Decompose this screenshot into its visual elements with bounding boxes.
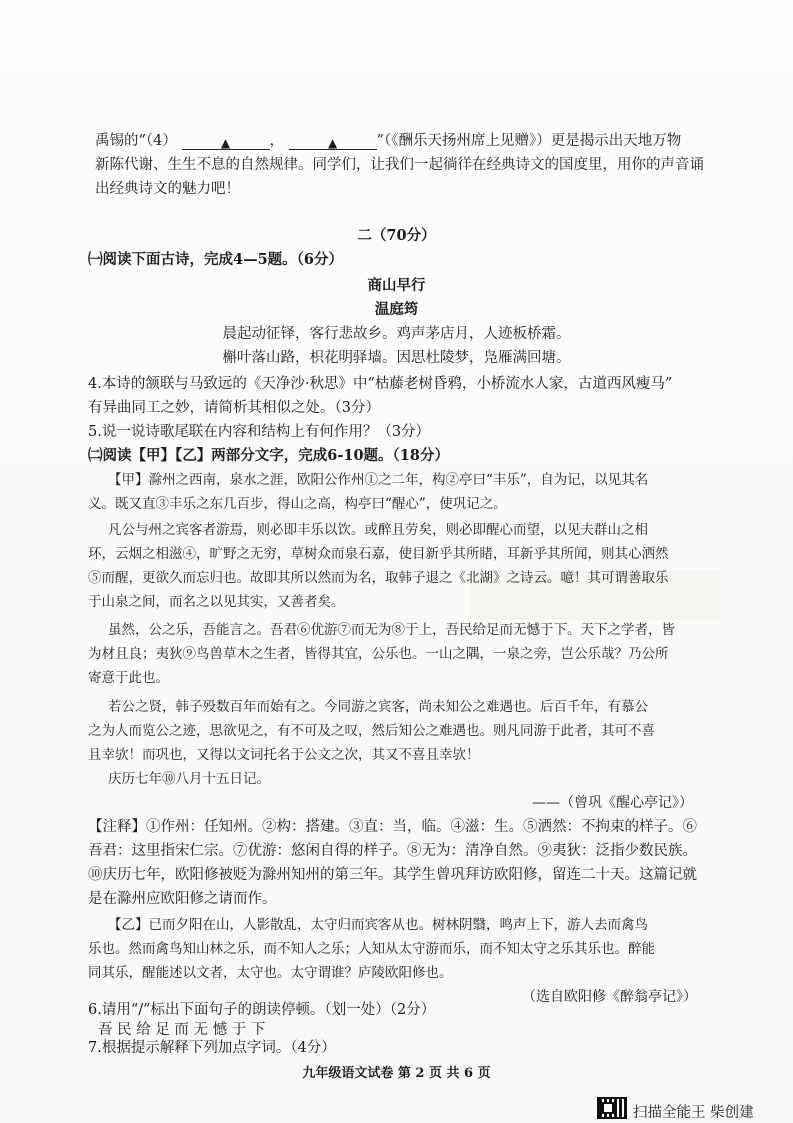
poem-author: 温庭筠 [374,301,419,318]
part2-intro: ㈡阅读【甲】【乙】两部分文字，完成6-10题。（18分） [88,447,449,464]
question-6-sentence: 吾 民 给 足 而 无 憾 于 下 [98,1022,266,1038]
question-4-line-2: 有异曲同工之妙，请简析其相似之处。（3分） [88,400,380,416]
jia-line-10: 若公之贤，韩子殁数百年而始有之。今同游之宾客，尚未知公之难遇也。后百千年，有慕公 [108,699,648,715]
yi-line-1: 【乙】已而夕阳在山，人影散乱，太守归而宾客从也。树林阴翳，鸣声上下，游人去而禽鸟 [108,917,648,933]
answer-blank-2: ▲ [289,133,377,150]
yi-line-2: 乐也。然而禽鸟知山林之乐，而不知人之乐；人知从太守游而乐，而不知太守之乐其乐也。醉能 [88,941,655,957]
jia-line-7: 虽然，公之乐，吾能言之。吾君⑥优游⑦而无为⑧于上，吾民给足而无憾于下。天下之学者，皆 [108,622,675,638]
qr-code-icon [597,1097,627,1119]
notes-line-1: 【注释】①作州：任知州。②构：搭建。③直：当，临。④滋：生。⑤洒然：不拘束的样子。⑥ [88,819,697,835]
jia-source: ——（曾巩《醒心亭记》） [532,795,693,811]
jia-line-6: 于山泉之间，而名之以见其实，又善者矣。 [88,594,345,610]
top-line-1-comma: ， [269,133,284,149]
yi-line-3: 同其乐，醒能述以文者，太守也。太守谓谁？庐陵欧阳修也。 [88,965,453,981]
answer-blank-1: ▲ [182,133,270,150]
section-title: 二（70分） [357,227,436,244]
question-4-line-1: 4.本诗的颔联与马致远的《天净沙·秋思》中“枯藤老树昏鸦，小桥流水人家，古道西风瘦马” [88,376,673,392]
jia-line-1: 【甲】滁州之西南，泉水之涯，欧阳公作州①之二年，构②亭曰“丰乐”，自为记，以见其名 [108,472,649,488]
part1-intro: ㈠阅读下面古诗，完成4—5题。（6分） [88,251,344,268]
jia-line-12: 且幸欤！而巩也，又得以文词托名于公文之次，其又不喜且幸欤！ [88,747,480,763]
jia-line-3: 凡公与州之宾客者游焉，则必即丰乐以饮。或醉且劳矣，则必即醒心而望，以见夫群山之相 [108,522,648,538]
poem-title: 商山早行 [367,277,426,294]
yi-source: （选自欧阳修《醉翁亭记》） [522,989,697,1005]
jia-line-11: 之为人而览公之迹，思欲见之，有不可及之叹，然后知公之难遇也。则凡同游于此者，其可不喜 [88,723,655,739]
top-line-1-end: ”（《酬乐天扬州席上见赠》）更是揭示出天地万物 [376,133,682,149]
notes-line-3: ⑩庆历七年，欧阳修被贬为滁州知州的第三年。其学生曾巩拜访欧阳修，留连二十天。这篇记就 [88,867,697,883]
jia-line-9: 寄意于此也。 [88,670,169,686]
notes-line-2: 吾君：这里指宋仁宗。⑦优游：悠闲自得的样子。⑧无为：清净自然。⑨夷狄：泛指少数民族。 [88,843,697,859]
text-line-top-1 [95,131,681,151]
question-6: 6.请用“/”标出下面句子的朗读停顿。（划一处）（2分） [88,1002,436,1018]
poem-line-2: 槲叶落山路，枳花明驿墙。因思杜陵梦，凫雁满回塘。 [222,350,571,366]
question-7: 7.根据提示解释下列加点字词。（4分） [88,1040,336,1056]
jia-line-4: 环，云烟之相滋④，旷野之无穷，草树众而泉石嘉，使目新乎其所睹，耳新乎其所闻，则其心洒然 [88,546,669,562]
jia-line-8: 为材且良；夷狄⑨鸟兽草木之生者，皆得其宜，公乐也。一山之隅，一泉之旁，岂公乐哉？乃公所 [88,646,669,662]
question-5: 5.说一说诗歌尾联在内容和结构上有何作用？（3分） [88,424,431,440]
page-footer: 九年级语文试卷 第 2 页 共 6 页 [302,1066,491,1081]
scanner-watermark: 扫描全能王 柴创建 [633,1105,754,1121]
text-line-top-2: 新陈代谢、生生不息的自然规律。同学们，让我们一起徜徉在经典诗文的国度里，用你的声音诵 [95,157,704,173]
notes-line-4: 是在滁州应欧阳修之请而作。 [88,891,277,907]
top-line-1-start: 禹锡的“（4） [95,133,177,149]
text-line-top-3: 出经典诗文的魅力吧！ [95,181,240,197]
poem-line-1: 晨起动征铎，客行悲故乡。鸡声茅店月，人迹板桥霜。 [222,326,571,342]
jia-line-13: 庆历七年⑩八月十五日记。 [108,771,270,787]
jia-line-2: 义。既又直③丰乐之东几百步，得山之高，构亭曰“醒心”，使巩记之。 [88,496,507,512]
jia-line-5: ⑤而醒，更欲久而忘归也。故即其所以然而为名，取韩子退之《北湖》之诗云。噫！其可谓善取乐 [88,570,669,586]
